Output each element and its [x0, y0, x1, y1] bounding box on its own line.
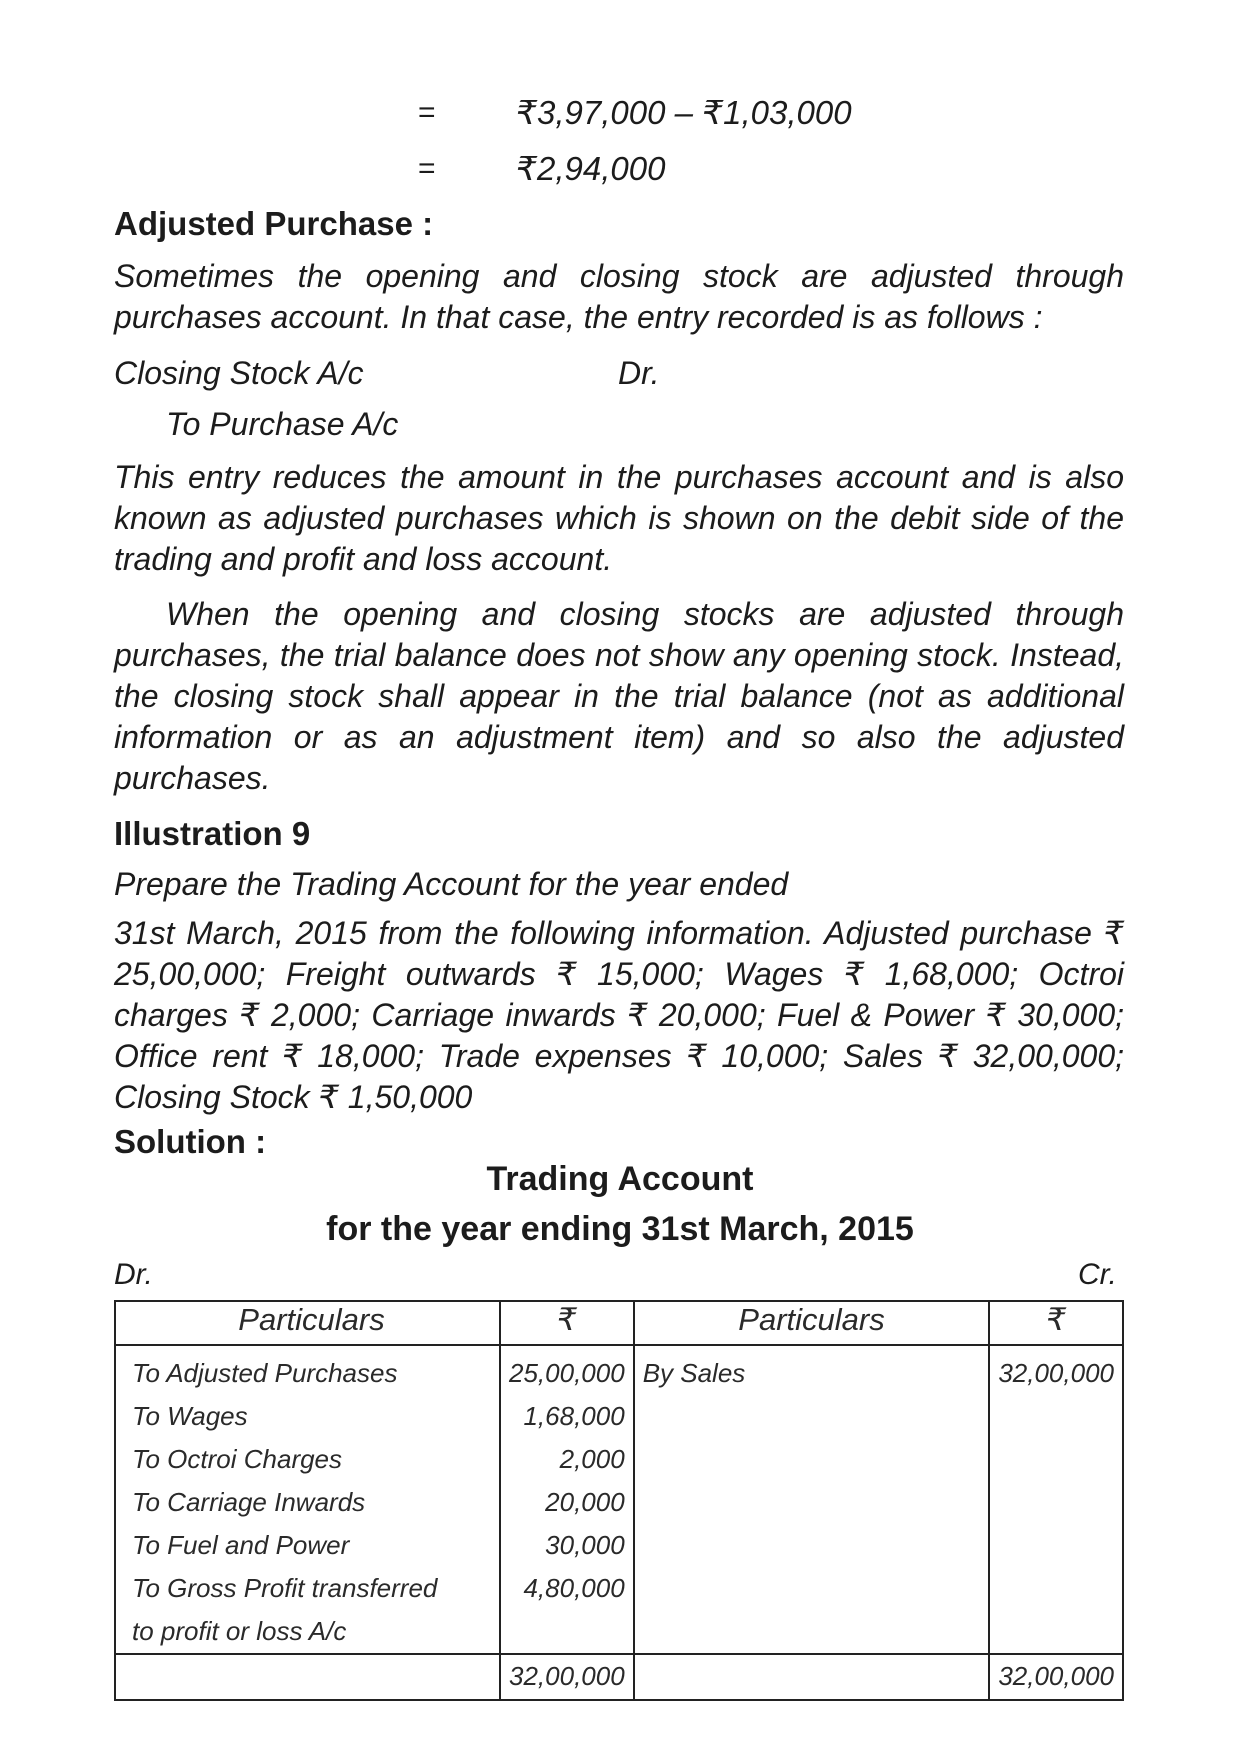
- header-amount-dr: ₹: [500, 1301, 634, 1345]
- table-row: [115, 1395, 1123, 1438]
- illustration-line1: Prepare the Trading Account for the year ended: [114, 866, 789, 902]
- table-row: [115, 1524, 1123, 1567]
- debit-amount: 30,000: [500, 1524, 634, 1567]
- credit-amount: [989, 1481, 1123, 1524]
- debit-amount: 25,00,000: [500, 1345, 634, 1395]
- table-row: [115, 1610, 1123, 1654]
- trading-account-subtitle: for the year ending 31st March, 2015: [326, 1210, 914, 1248]
- trading-account-title: Trading Account: [486, 1160, 754, 1198]
- adjusted-purchase-para2: When the opening and closing stocks are adjusted through purchases, the trial balance does not show any opening stock. Instead, the closing stock shall appear in the trial balance (not as additional information or as an adjustment item) and so also the adjusted purchases.: [114, 596, 1124, 796]
- illustration-body: 31st March, 2015 from the following information. Adjusted purchase ₹ 25,00,000; Freight outwards ₹ 15,000; Wages ₹ 1,68,000; Octroi charges ₹ 2,000; Carriage inwards ₹ 20,000; Fuel & Power ₹ 30,000; Office rent ₹ 18,000; Trade expenses ₹ 10,000; Sales ₹ 32,00,000; Closing Stock ₹ 1,50,000: [114, 915, 1125, 1115]
- totals-row: [115, 1654, 1123, 1700]
- header-particulars-dr: Particulars: [115, 1301, 500, 1345]
- credit-particular: By Sales: [634, 1345, 990, 1395]
- equation-value-1: ₹3,97,000 – ₹1,03,000: [516, 94, 852, 131]
- debit-particular: To Octroi Charges: [115, 1438, 500, 1481]
- debit-amount: 2,000: [500, 1438, 634, 1481]
- table-header-row: [115, 1301, 1123, 1345]
- credit-particular: [634, 1481, 990, 1524]
- equation-value-2: ₹2,94,000: [516, 150, 666, 187]
- equals-sign-2: =: [418, 152, 436, 185]
- credit-particular: [634, 1567, 990, 1610]
- trading-account-table: [114, 1300, 1124, 1701]
- credit-particular: [634, 1438, 990, 1481]
- header-particulars-cr: Particulars: [634, 1301, 990, 1345]
- journal-entry-credit: To Purchase A/c: [166, 406, 399, 442]
- credit-amount: [989, 1610, 1123, 1654]
- credit-particular: [634, 1524, 990, 1567]
- debit-amount: 20,000: [500, 1481, 634, 1524]
- credit-amount: [989, 1438, 1123, 1481]
- table-row: [115, 1481, 1123, 1524]
- credit-total-label: [634, 1654, 990, 1700]
- credit-particular: [634, 1610, 990, 1654]
- adjusted-purchase-heading: Adjusted Purchase :: [114, 205, 434, 242]
- debit-amount: 4,80,000: [500, 1567, 634, 1610]
- debit-particular: to profit or loss A/c: [115, 1610, 500, 1654]
- debit-total: 32,00,000: [500, 1654, 634, 1700]
- adjusted-purchase-intro: Sometimes the opening and closing stock are adjusted through purchases account. In that case, the entry recorded is as follows :: [114, 258, 1124, 335]
- solution-heading: Solution :: [114, 1123, 267, 1160]
- illustration-heading: Illustration 9: [114, 815, 311, 852]
- table-row: [115, 1438, 1123, 1481]
- debit-particular: To Fuel and Power: [115, 1524, 500, 1567]
- table-row: [115, 1345, 1123, 1395]
- debit-amount: 1,68,000: [500, 1395, 634, 1438]
- journal-entry-debit: Closing Stock A/c: [114, 355, 364, 391]
- debit-particular: To Gross Profit transferred: [115, 1567, 500, 1610]
- credit-amount: [989, 1524, 1123, 1567]
- debit-amount: [500, 1610, 634, 1654]
- debit-particular: To Wages: [115, 1395, 500, 1438]
- credit-amount: 32,00,000: [989, 1345, 1123, 1395]
- credit-total: 32,00,000: [989, 1654, 1123, 1700]
- dr-label: Dr.: [114, 1258, 153, 1291]
- cr-label: Cr.: [1078, 1258, 1117, 1291]
- equals-sign-1: =: [418, 96, 436, 129]
- debit-total-label: [115, 1654, 500, 1700]
- header-amount-cr: ₹: [989, 1301, 1123, 1345]
- credit-particular: [634, 1395, 990, 1438]
- credit-amount: [989, 1567, 1123, 1610]
- credit-amount: [989, 1395, 1123, 1438]
- journal-entry-dr: Dr.: [618, 355, 660, 391]
- adjusted-purchase-para1: This entry reduces the amount in the purchases account and is also known as adjusted purchases which is shown on the debit side of the trading and profit and loss account.: [114, 459, 1124, 577]
- table-row: [115, 1567, 1123, 1610]
- debit-particular: To Carriage Inwards: [115, 1481, 500, 1524]
- debit-particular: To Adjusted Purchases: [115, 1345, 500, 1395]
